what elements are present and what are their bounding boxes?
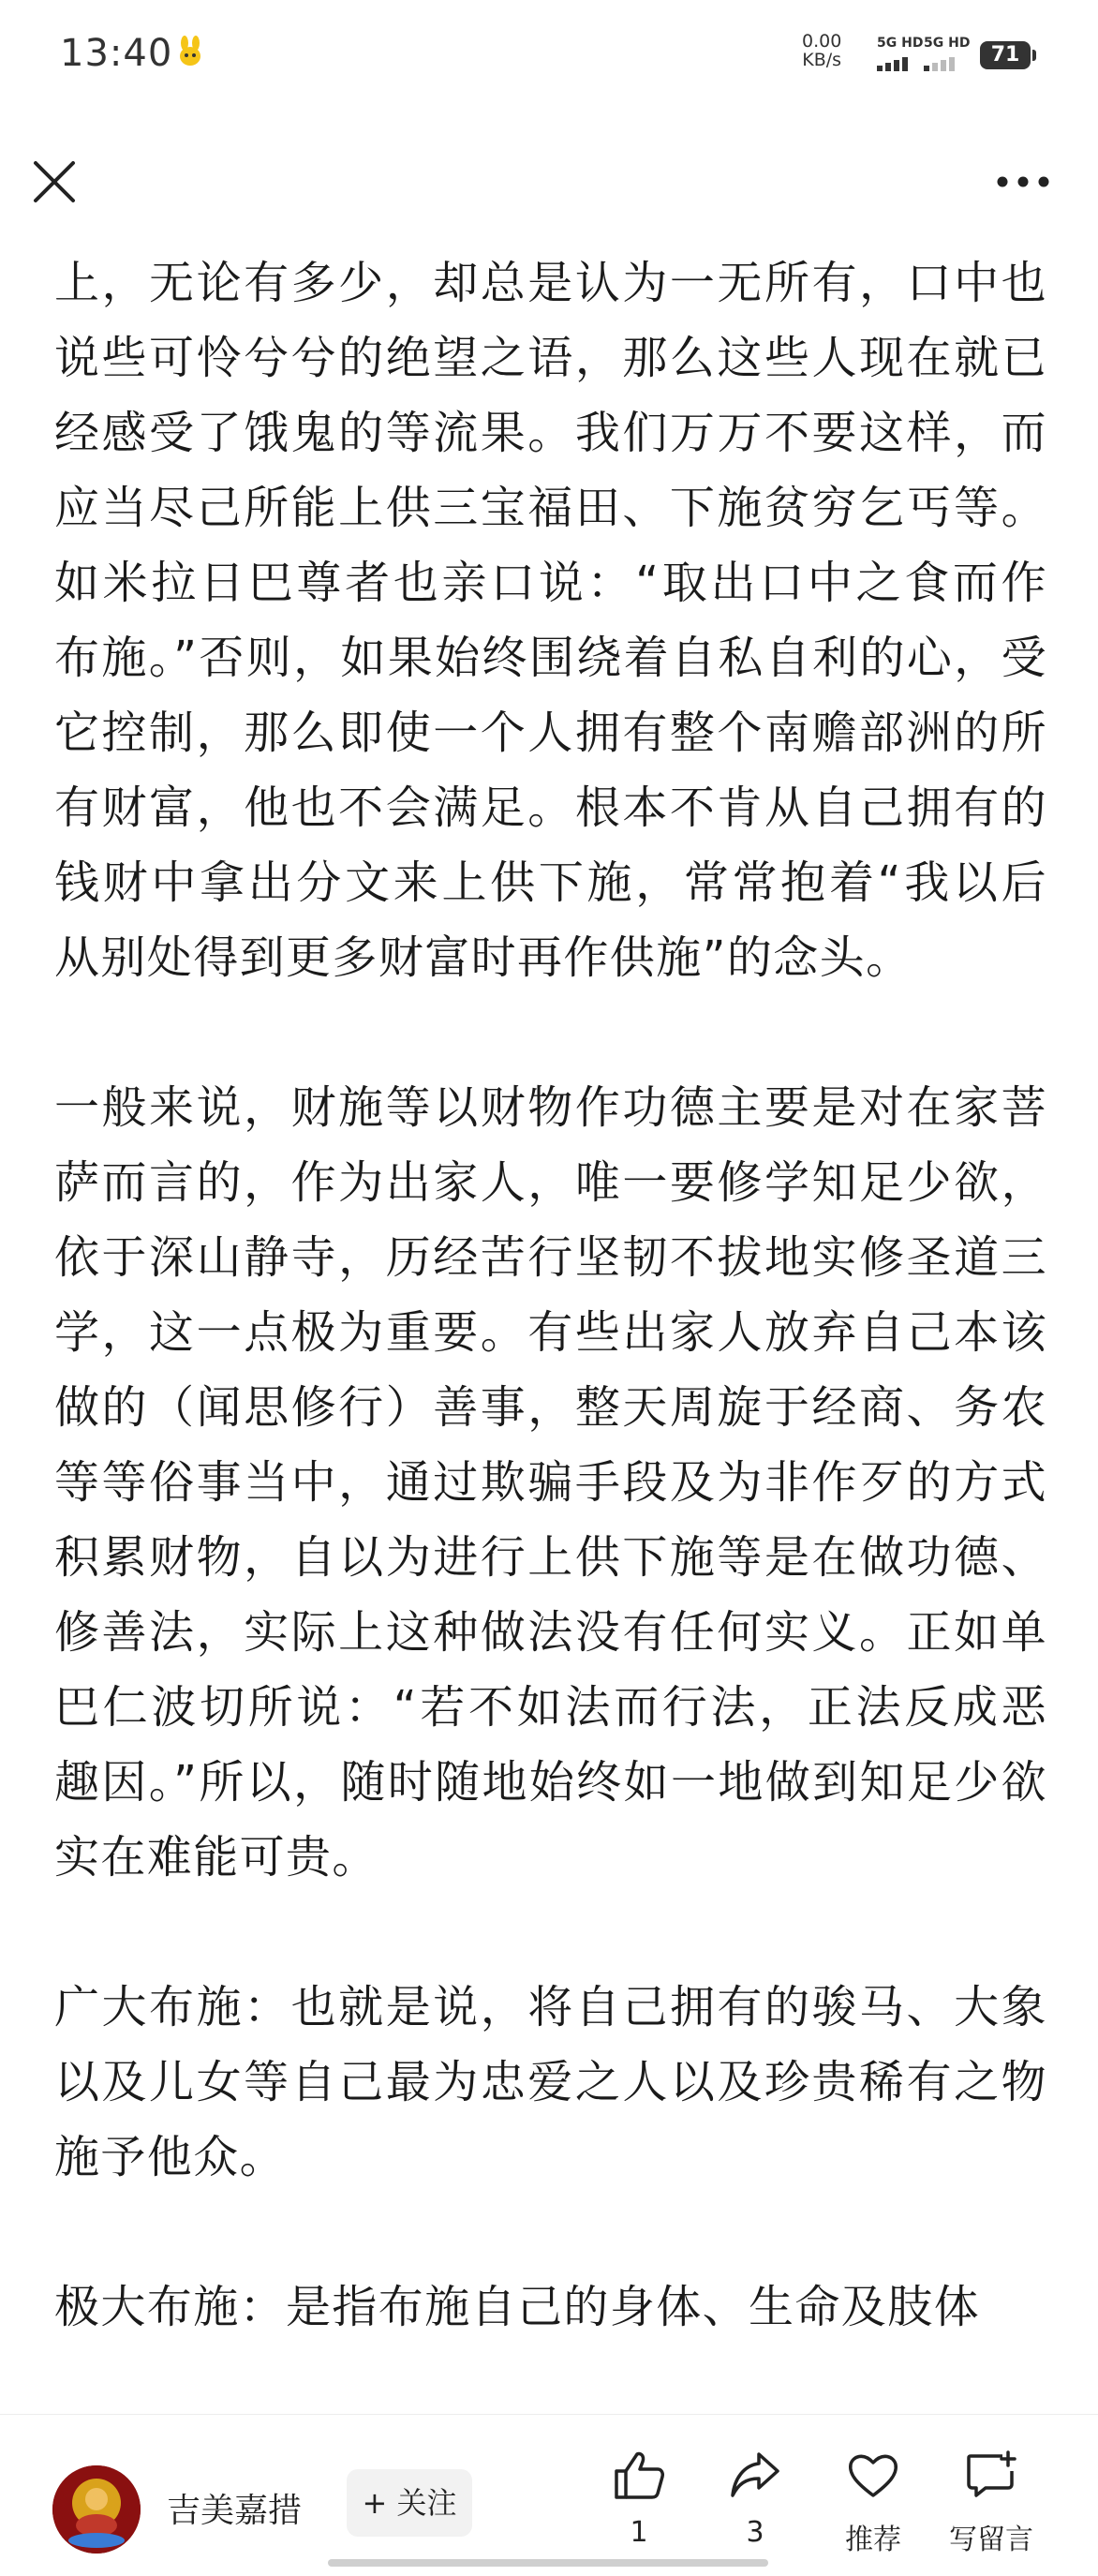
sim1-signal-icon bbox=[877, 56, 908, 71]
share-count: 3 bbox=[746, 2516, 764, 2549]
notification-emoji-icon bbox=[176, 36, 204, 67]
comment-button[interactable] bbox=[935, 2449, 1047, 2557]
article-paragraph: 上，无论有多少，却总是认为一无所有，口中也说些可怜兮兮的绝望之语，那么这些人现在就已经感受了饿鬼的等流果。我们万万不要这样，而应当尽己所能上供三宝福田、下施贫穷乞丐等。如米拉日巴尊者也亲口说：“取出口中之食而作布施。”否则，如果始终围绕着自私自利的心，受它控制，那么即使一个人拥有整个南赡部洲的所有财富，他也不会满足。根本不肯从自己拥有的钱财中拿出分文来上供下施，常常抱着“我以后从别处得到更多财富时再作供施”的念头。 bbox=[54, 257, 1047, 984]
close-icon bbox=[28, 156, 81, 208]
comment-add-icon bbox=[963, 2449, 1019, 2501]
share-arrow-icon bbox=[727, 2449, 783, 2501]
article-paragraph: 极大布施：是指布施自己的身体、生命及肢体 bbox=[54, 2281, 981, 2333]
heart-icon bbox=[845, 2449, 901, 2501]
home-indicator[interactable] bbox=[328, 2559, 768, 2567]
sim1-label: 5G HD bbox=[877, 36, 924, 51]
buddha-avatar-icon bbox=[52, 2465, 141, 2554]
thumbs-up-icon bbox=[611, 2449, 667, 2501]
like-button[interactable] bbox=[583, 2449, 695, 2549]
network-speed-unit: KB/s bbox=[802, 50, 842, 70]
recommend-label: 推荐 bbox=[845, 2524, 901, 2556]
more-icon bbox=[993, 161, 1053, 202]
network-speed bbox=[802, 32, 841, 69]
author-avatar[interactable] bbox=[52, 2465, 141, 2554]
more-button[interactable] bbox=[993, 161, 1053, 202]
sim2-signal-icon bbox=[924, 56, 955, 71]
status-bar bbox=[0, 0, 1098, 112]
top-nav bbox=[0, 141, 1098, 225]
article-body bbox=[54, 246, 1047, 2420]
article-paragraph: 广大布施：也就是说，将自己拥有的骏马、大象以及儿女等自己最为忠爱之人以及珍贵稀有之物施予他众。 bbox=[54, 1981, 1047, 2183]
bottom-action-bar bbox=[0, 2414, 1098, 2576]
follow-button[interactable]: + 关注 bbox=[347, 2469, 472, 2537]
status-time: 13:40 bbox=[60, 32, 173, 75]
author-name[interactable]: 吉美嘉措 bbox=[167, 2492, 303, 2530]
close-button[interactable] bbox=[28, 156, 81, 208]
network-speed-value: 0.00 bbox=[802, 31, 842, 52]
sim2-label: 5G HD bbox=[924, 36, 971, 51]
like-count: 1 bbox=[630, 2516, 648, 2549]
recommend-button[interactable] bbox=[817, 2449, 929, 2557]
battery-icon: 71 bbox=[980, 41, 1031, 69]
article-paragraph: 一般来说，财施等以财物作功德主要是对在家菩萨而言的，作为出家人，唯一要修学知足少欲，依于深山静寺，历经苦行坚韧不拔地实修圣道三学，这一点极为重要。有些出家人放弃自己本该做的（闻思修行）善事，整天周旋于经商、务农等等俗事当中，通过欺骗手段及为非作歹的方式积累财物，自以为进行上供下施等是在做功德、修善法，实际上这种做法没有任何实义。正如单巴仁波切所说：“若不如法而行法，正法反成恶趣因。”所以，随时随地始终如一地做到知足少欲实在难能可贵。 bbox=[54, 1081, 1047, 1884]
share-button[interactable] bbox=[699, 2449, 811, 2549]
comment-label: 写留言 bbox=[949, 2524, 1033, 2556]
